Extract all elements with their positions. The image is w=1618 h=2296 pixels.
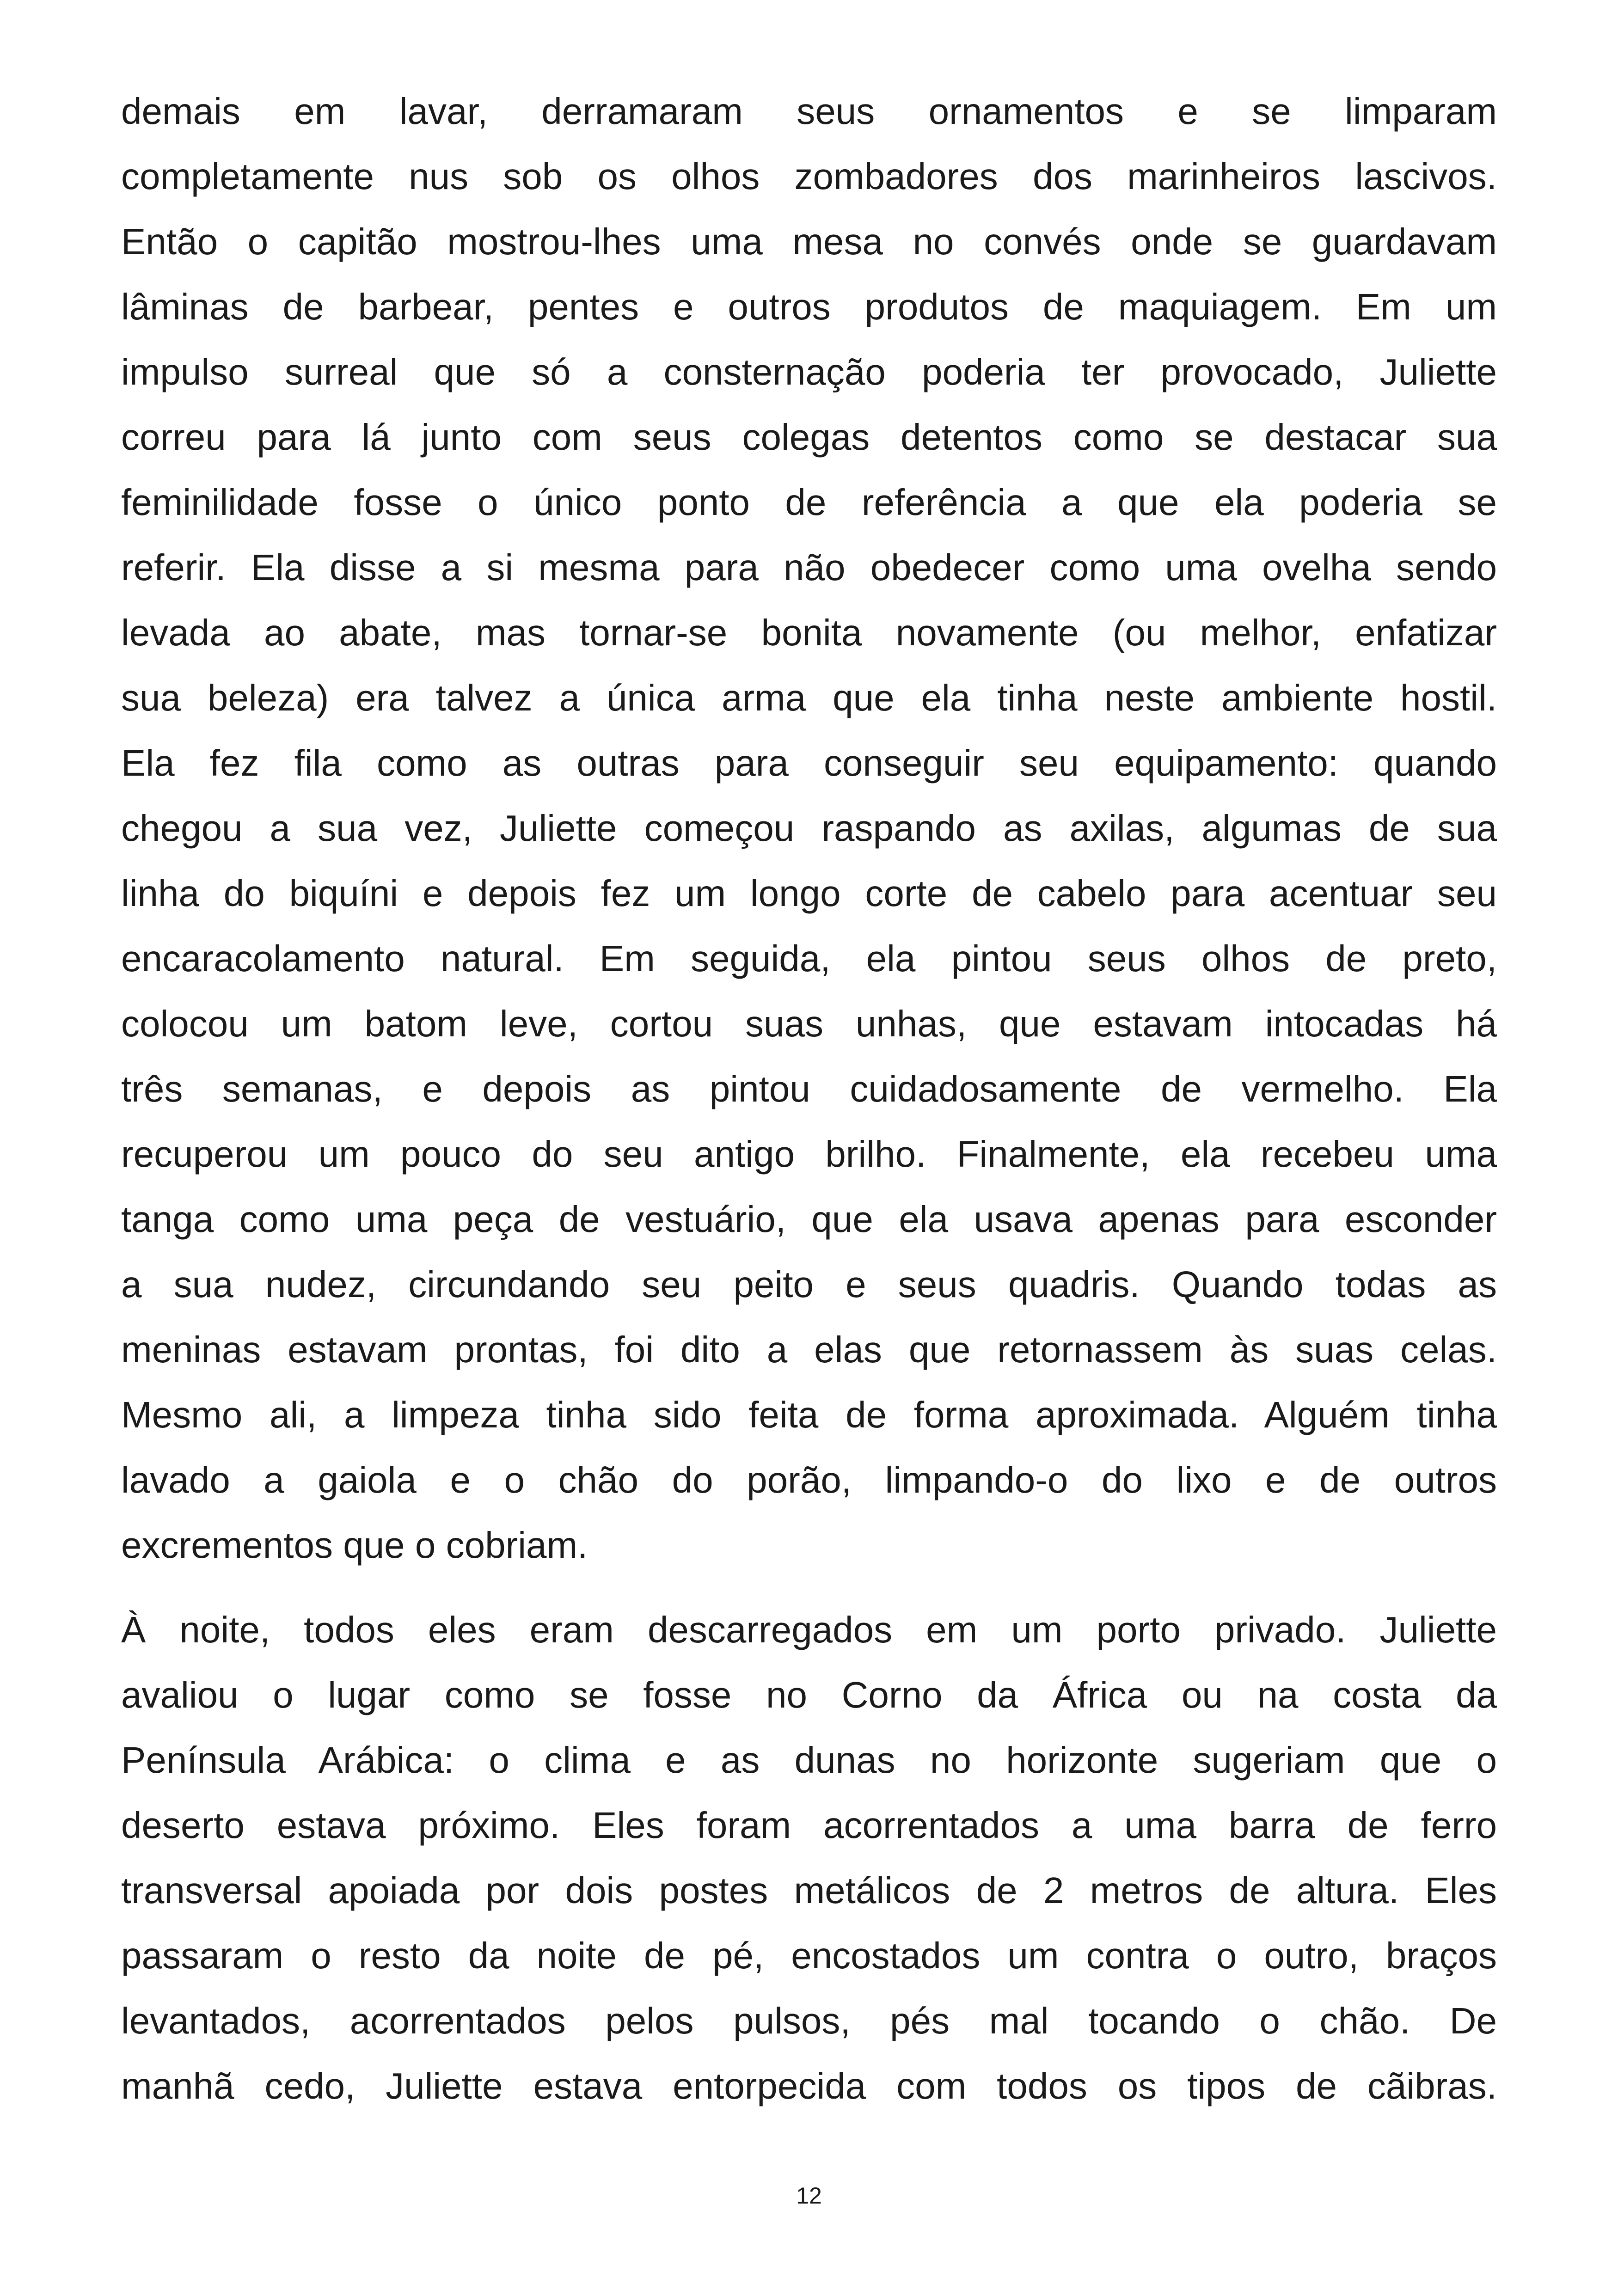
- text-line: três semanas, e depois as pintou cuidadosamente de vermelho. Ela: [121, 1068, 1497, 1109]
- text-line: meninas estavam prontas, foi dito a elas que retornassem às suas celas.: [121, 1329, 1497, 1370]
- text-line: linha do biquíni e depois fez um longo corte de cabelo para acentuar seu: [121, 873, 1497, 914]
- text-line: completamente nus sob os olhos zombadores dos marinheiros lascivos.: [121, 156, 1497, 197]
- paragraph-1: [121, 79, 1497, 1578]
- text-line: excrementos que o cobriam.: [121, 1525, 588, 1566]
- text-line: demais em lavar, derramaram seus ornamentos e se limparam: [121, 91, 1497, 132]
- text-line: passaram o resto da noite de pé, encostados um contra o outro, braços: [121, 1935, 1497, 1976]
- text-line: referir. Ela disse a si mesma para não obedecer como uma ovelha sendo: [121, 547, 1497, 588]
- text-line: correu para lá junto com seus colegas detentos como se destacar sua: [121, 416, 1497, 458]
- text-line: manhã cedo, Juliette estava entorpecida com todos os tipos de cãibras.: [121, 2065, 1497, 2106]
- text-line: impulso surreal que só a consternação poderia ter provocado, Juliette: [121, 351, 1497, 392]
- text-line: Então o capitão mostrou-lhes uma mesa no convés onde se guardavam: [121, 221, 1497, 262]
- text-line: lavado a gaiola e o chão do porão, limpando-o do lixo e de outros: [121, 1459, 1497, 1500]
- text-line: Mesmo ali, a limpeza tinha sido feita de forma aproximada. Alguém tinha: [121, 1394, 1497, 1435]
- text-line: Península Arábica: o clima e as dunas no horizonte sugeriam que o: [121, 1739, 1497, 1781]
- text-line: chegou a sua vez, Juliette começou raspando as axilas, algumas de sua: [121, 808, 1497, 849]
- text-line: tanga como uma peça de vestuário, que ela usava apenas para esconder: [121, 1199, 1497, 1240]
- text-line: colocou um batom leve, cortou suas unhas, que estavam intocadas há: [121, 1003, 1497, 1044]
- text-line: lâminas de barbear, pentes e outros produtos de maquiagem. Em um: [121, 286, 1497, 327]
- text-line: levada ao abate, mas tornar-se bonita novamente (ou melhor, enfatizar: [121, 612, 1497, 653]
- text-line: recuperou um pouco do seu antigo brilho. Finalmente, ela recebeu uma: [121, 1133, 1497, 1175]
- text-line: À noite, todos eles eram descarregados em um porto privado. Juliette: [121, 1609, 1497, 1650]
- text-line: Ela fez fila como as outras para conseguir seu equipamento: quando: [121, 742, 1497, 784]
- text-line: encaracolamento natural. Em seguida, ela pintou seus olhos de preto,: [121, 938, 1497, 979]
- page-number: 12: [796, 2183, 822, 2209]
- text-line: a sua nudez, circundando seu peito e seus quadris. Quando todas as: [121, 1264, 1497, 1305]
- text-line: deserto estava próximo. Eles foram acorrentados a uma barra de ferro: [121, 1805, 1497, 1846]
- text-line: avaliou o lugar como se fosse no Corno da África ou na costa da: [121, 1674, 1497, 1715]
- text-line: feminilidade fosse o único ponto de referência a que ela poderia se: [121, 482, 1497, 523]
- text-line: transversal apoiada por dois postes metálicos de 2 metros de altura. Eles: [121, 1870, 1497, 1911]
- text-line: levantados, acorrentados pelos pulsos, pés mal tocando o chão. De: [121, 2000, 1497, 2041]
- text-line: sua beleza) era talvez a única arma que ela tinha neste ambiente hostil.: [121, 677, 1497, 718]
- paragraph-2: [121, 1597, 1497, 2118]
